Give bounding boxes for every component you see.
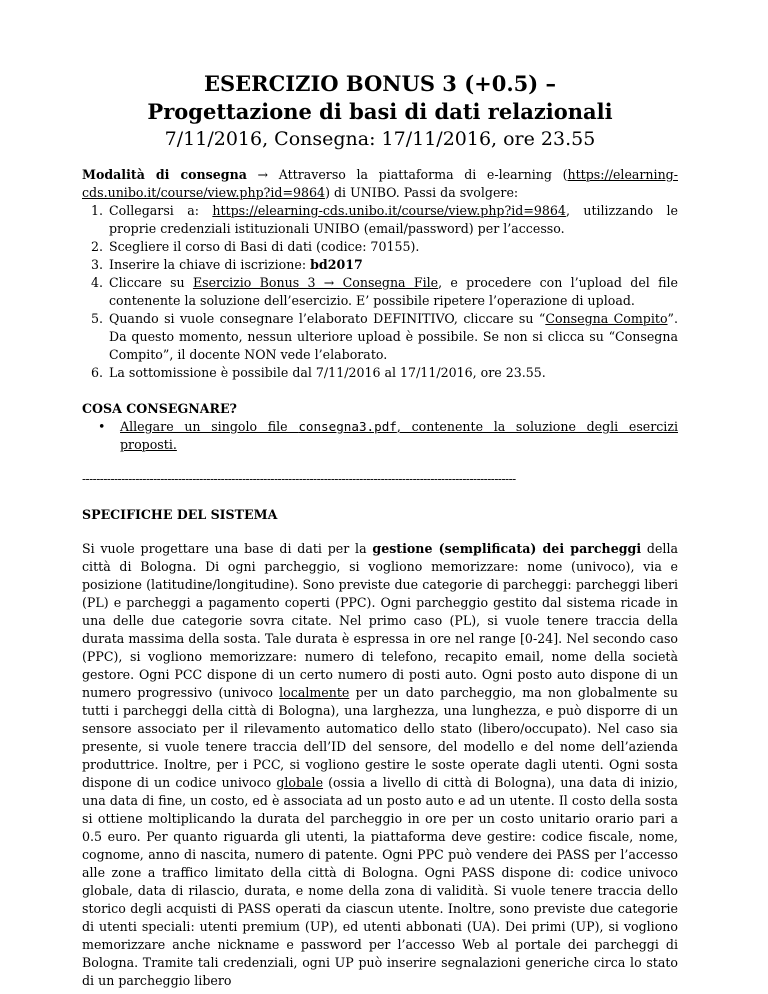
step-item: 5. Quando si vuole consegnare l’elaborato DEFINITIVO, cliccare su “Consegna Compito”. Da questo momento, nessun ulteriore upload è possibile. Se non si clicca su “Consegna Compito”, il docente NON vede l’elaborato. [107,310,678,364]
step-item: 3. Inserire la chiave di iscrizione: bd2017 [107,256,678,274]
cosa-heading: COSA CONSEGNARE? [82,401,237,416]
file-name: consegna3.pdf [298,419,397,434]
modalita-label: Modalità di consegna [82,167,247,182]
cosa-list [82,418,678,454]
step-item: 6. La sottomissione è possibile dal 7/11/2016 al 17/11/2016, ore 23.55. [107,364,678,382]
consegna-compito-link[interactable]: Consegna Compito [545,311,668,326]
bullet-icon: • [98,419,106,434]
steps-list [82,202,678,382]
title-line-2: Progettazione di basi di dati relazionali [147,99,613,124]
step-item: 1. Collegarsi a: https://elearning-cds.unibo.it/course/view.php?id=9864, utilizzando le proprie credenziali istituzionali UNIBO (email/password) per l’accesso. [107,202,678,238]
list-item: • Allegare un singolo file consegna3.pdf, contenente la soluzione degli esercizi proposti. [98,419,679,452]
document-title [82,70,678,126]
course-link[interactable]: https://elearning-cds.unibo.it/course/view.php?id=9864 [212,203,566,218]
step-item: 2. Scegliere il corso di Basi di dati (codice: 70155). [107,238,678,256]
specifiche-heading: SPECIFICHE DEL SISTEMA [82,507,278,522]
cosa-section [82,400,678,454]
divider: -------------------------------------------------------------------------------------------------------------------------- [82,472,516,486]
consegna-file-link[interactable]: Esercizio Bonus 3 → Consegna File [192,275,439,290]
enrol-key: bd2017 [310,257,363,272]
arrow-icon: → [257,167,269,182]
document-subtitle: 7/11/2016, Consegna: 17/11/2016, ore 23.55 [164,128,596,150]
specifiche-paragraph: Si vuole progettare una base di dati per la gestione (semplificata) dei parcheggi della città di Bologna. Di ogni parcheggio, si vogliono memorizzare: nome (univoco), via e posizione (latitudine/longitudine). Sono previste due categorie di parcheggi: parcheggi liberi (PL) e parcheggi a pagamento coperti (PPC). Ogni parcheggio gestito dal sistema ricade in una delle due categorie sovra citate. Nel primo caso (PL), si vuole tenere traccia della durata massima della sosta. Tale durata è espressa in ore nel range [0-24]. Nel secondo caso (PPC), si vogliono memorizzare: numero di telefono, recapito email, nome della società gestore. Ogni PCC dispone di un certo numero di posti auto. Ogni posto auto dispone di un numero progressivo (univoco localmente per un dato parcheggio, ma non globalmente su tutti i parcheggi della città di Bologna), una larghezza, una lunghezza, e può disporre di un sensore associato per il rilevamento automatico dello stato (libero/occupato). Nel caso sia presente, si vuole tenere traccia dell’ID del sensore, del modello e del nome dell’azienda produttrice. Inoltre, per i PCC, si vogliono gestire le soste operate dagli utenti. Ogni sosta dispone di un codice univoco globale (ossia a livello di città di Bologna), una data di inizio, una data di fine, un costo, ed è associata ad un posto auto e ad un utente. Il costo della sosta si ottiene moltiplicando la durata del parcheggio in ore per un costo unitario orario pari a 0.5 euro. Per quanto riguarda gli utenti, la piattaforma deve gestire: codice fiscale, nome, cognome, anno di nascita, numero di patente. Ogni PPC può vendere dei PASS per l’accesso alle zone a traffico limitato della città di Bologna. Ogni PASS dispone di: codice univoco globale, data di rilascio, durata, e nome della zona di validità. Si vuole tenere traccia dello storico degli acquisti di PASS operati da ciascun utente. Inoltre, sono previste due categorie di utenti speciali: utenti premium (UP), ed utenti abbonati (UA). Dei primi (UP), si vogliono memorizzare anche nickname e password per l’accesso Web al portale dei parcheggi di Bologna. Tramite tali credenziali, ogni UP può inserire segnalazioni generiche circa lo stato di un parcheggio libero [82,541,678,988]
elearning-link[interactable]: https://elearning-cds.unibo.it/course/view.php?id=9864 [82,167,678,200]
modalita-paragraph: Modalità di consegna → Attraverso la piattaforma di e-learning (https://elearning-cds.unibo.it/course/view.php?id=9864) di UNIBO. Passi da svolgere: [82,167,678,200]
step-item: 4. Cliccare su Esercizio Bonus 3 → Consegna File, e procedere con l’upload del file contenente la soluzione dell’esercizio. E’ possibile ripetere l’operazione di upload. [107,274,678,310]
title-line-1: ESERCIZIO BONUS 3 (+0.5) – [203,71,557,96]
